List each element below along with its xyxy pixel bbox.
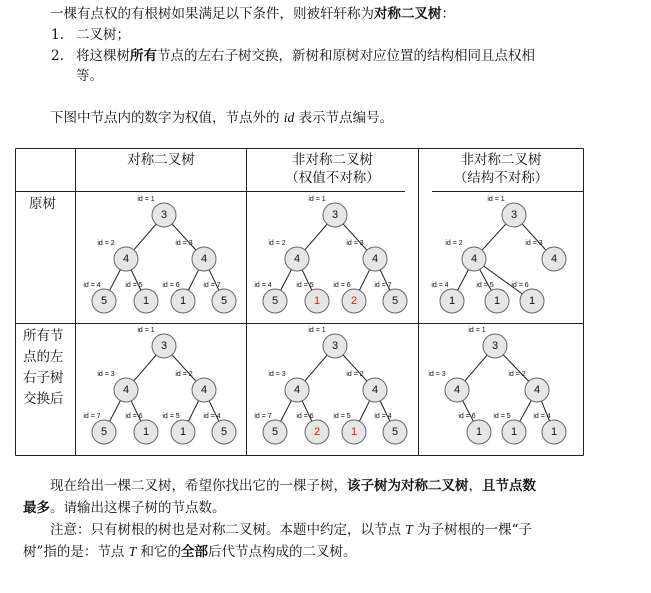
header-asymmetric-structure [419,151,583,187]
node-id-label: id = 2 [508,371,526,378]
node-id-label: id = 2 [445,240,463,247]
row-label-swapped-line1: 所有节 [23,328,64,344]
list-item-2-continuation: 等。 [76,68,103,84]
node-weight: 5 [220,426,228,438]
intro-line-1 [50,4,455,24]
task-p2-line2-mid: 和它的 [140,544,182,560]
node-id-label: id = 6 [296,413,314,420]
node-id-label: id = 1 [487,196,505,203]
node-weight: 4 [533,384,541,396]
tree-1 [83,196,236,313]
node-weight: 1 [350,426,358,438]
task-p2-line2-pre: 树”指的是：节点 [23,544,125,560]
list-item-2-number: 2. [51,48,64,64]
node-weight: 2 [350,295,358,307]
task-paragraph-2-line1 [50,520,532,540]
row-label-swapped [23,326,64,410]
node-weight: 4 [293,384,301,396]
node-id-label: id = 6 [333,282,351,289]
node-weight: 3 [160,209,168,221]
node-weight: 4 [200,253,208,265]
node-id-label: id = 4 [533,413,551,420]
node-weight: 4 [550,253,558,265]
caption-variable: id [283,110,295,125]
node-weight: 1 [475,426,483,438]
node-id-label: id = 5 [125,282,143,289]
node-weight: 1 [528,295,536,307]
node-id-label: id = 2 [346,371,364,378]
task-p1-line2-bold: 最多 [23,500,50,516]
node-id-label: id = 2 [175,371,193,378]
node-weight: 4 [200,384,208,396]
node-weight: 2 [313,426,321,438]
item2-bold: 所有 [130,48,157,64]
node-id-label: id = 1 [308,327,326,334]
node-id-label: id = 7 [374,282,392,289]
comparison-table [15,148,584,456]
header-asymmetric-weight-line2: （权值不对称） [285,170,380,186]
node-id-label: id = 3 [268,371,286,378]
item2-post: 节点的左右子树交换，新树和原树对应位置的结构相同且点权相 [157,48,535,64]
task-p1-line2-post: 。请输出这棵子树的节点数。 [50,500,226,516]
header-asymmetric-weight [247,151,418,187]
task-p2-variable: T [405,522,413,537]
node-id-label: id = 3 [525,240,543,247]
row-label-original: 原树 [29,196,56,212]
figure-caption [50,108,393,128]
node-weight: 3 [160,340,168,352]
node-weight: 3 [331,340,339,352]
node-id-label: id = 1 [468,327,486,334]
node-weight: 1 [142,295,150,307]
node-id-label: id = 5 [333,413,351,420]
task-p2-line2-bold: 全部 [181,544,209,560]
task-p2-line2-variable: T [128,544,137,559]
node-weight: 1 [142,426,150,438]
node-id-label: id = 2 [268,240,286,247]
node-id-label: id = 7 [203,282,221,289]
header-asymmetric-structure-line2: （结构不对称） [453,170,549,186]
node-id-label: id = 6 [125,413,143,420]
node-id-label: id = 4 [203,413,221,420]
tree-3 [431,196,566,313]
node-weight: 4 [371,384,379,396]
tree-6 [428,327,566,444]
node-id-label: id = 5 [162,413,180,420]
node-weight: 5 [100,295,108,307]
node-weight: 1 [448,295,456,307]
row-label-swapped-line3: 右子树 [23,370,64,386]
node-id-label: id = 6 [458,413,476,420]
tree-5 [254,327,407,444]
node-id-label: id = 3 [346,240,364,247]
node-id-label: id = 4 [374,413,392,420]
item2-pre: 将这棵树 [76,48,130,64]
intro-text: 一棵有点权的有根树如果满足以下条件，则被轩轩称为 [50,6,374,22]
tree-4 [83,327,236,444]
task-paragraph-1-line2 [23,498,226,518]
node-id-label: id = 4 [83,282,101,289]
header-symmetric: 对称二叉树 [127,152,195,168]
node-id-label: id = 1 [137,327,155,334]
node-id-label: id = 7 [83,413,101,420]
node-weight: 4 [371,253,379,265]
task-p2-mid: 为子树根的一棵“子 [417,522,533,538]
node-weight: 1 [510,426,518,438]
task-p1-pre: 现在给出一棵二叉树，希望你找出它的一棵子树， [50,478,347,494]
node-id-label: id = 5 [476,282,494,289]
list-item-1-text: 二叉树； [76,27,130,43]
list-item-2-text [76,46,535,66]
header-asymmetric-weight-line1: 非对称二叉树 [292,152,373,168]
header-asymmetric-structure-line1: 非对称二叉树 [460,152,542,168]
node-weight: 4 [293,253,301,265]
node-id-label: id = 5 [296,282,314,289]
node-weight: 4 [122,253,130,265]
task-paragraph-1-line1 [50,476,536,496]
node-weight: 5 [391,426,399,438]
node-weight: 5 [100,426,108,438]
node-id-label: id = 3 [97,371,115,378]
row-label-swapped-line2: 点的左 [23,349,64,365]
node-weight: 4 [122,384,130,396]
node-weight: 1 [179,426,187,438]
node-id-label: id = 3 [175,240,193,247]
task-paragraph-2-line2 [23,542,357,562]
task-p2-pre: 注意：只有树根的树也是对称二叉树。本题中约定，以节点 [50,522,401,538]
node-weight: 3 [491,340,499,352]
node-weight: 5 [271,295,279,307]
node-weight: 4 [470,253,478,265]
node-weight: 1 [550,426,558,438]
task-p1-bold2: 且节点数 [482,478,536,494]
node-id-label: id = 4 [254,282,272,289]
task-p1-bold: 该子树为对称二叉树 [347,478,469,494]
task-p2-line2-post: 后代节点构成的二叉树。 [208,544,357,560]
node-id-label: id = 4 [431,282,449,289]
task-p1-comma: ， [468,478,482,494]
node-id-label: id = 3 [428,371,446,378]
node-weight: 5 [271,426,279,438]
node-weight: 5 [220,295,228,307]
table-grid [15,148,584,456]
node-id-label: id = 6 [162,282,180,289]
node-id-label: id = 2 [97,240,115,247]
node-weight: 3 [331,209,339,221]
node-id-label: id = 1 [308,196,326,203]
node-weight: 5 [391,295,399,307]
node-weight: 3 [510,209,518,221]
node-weight: 1 [493,295,501,307]
row-label-swapped-line4: 交换后 [23,391,64,407]
intro-colon: ： [441,6,455,22]
node-weight: 1 [313,295,321,307]
caption-pre: 下图中节点内的数字为权值，节点外的 [50,110,280,126]
node-id-label: id = 7 [254,413,272,420]
caption-post: 表示节点编号。 [298,110,394,126]
node-weight: 4 [453,384,461,396]
node-id-label: id = 1 [137,196,155,203]
tree-2 [254,196,407,313]
node-weight: 1 [179,295,187,307]
intro-bold-term: 对称二叉树 [374,6,442,22]
list-item-1-number: 1. [51,27,64,43]
node-id-label: id = 5 [493,413,511,420]
node-id-label: id = 6 [511,282,529,289]
